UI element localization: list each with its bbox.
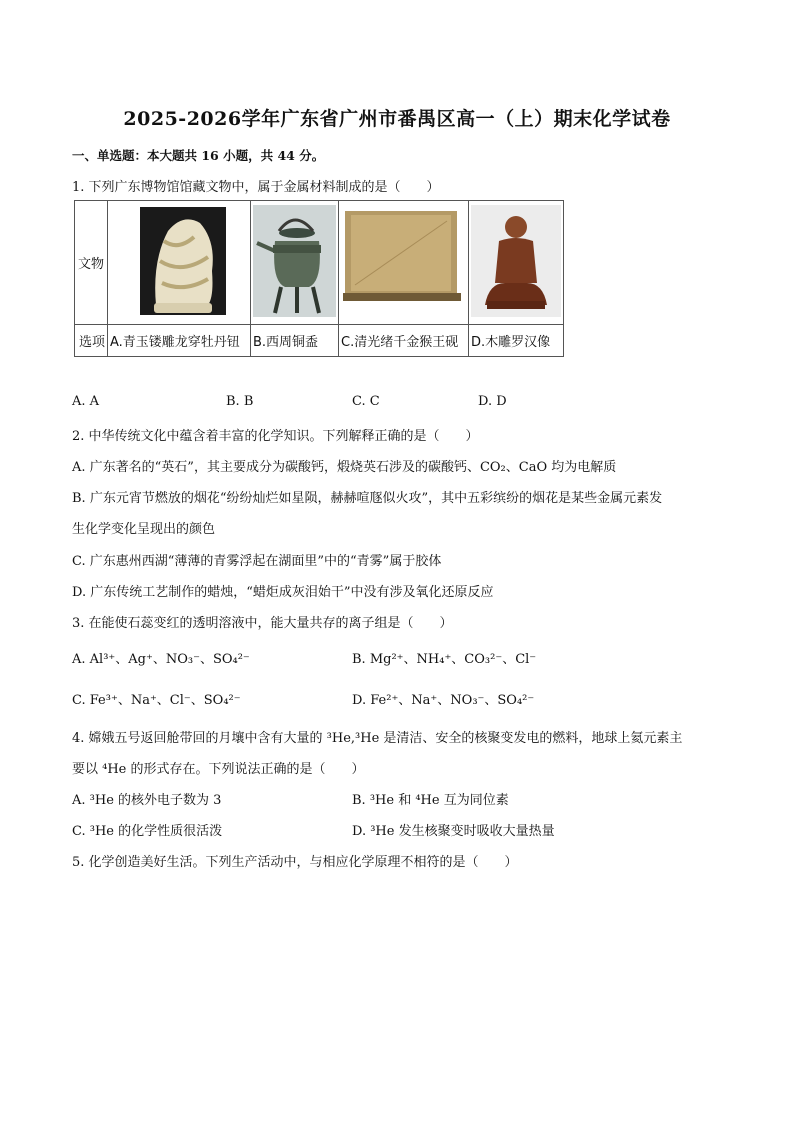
section-heading: 一、单选题：本大题共 16 小题，共 44 分。 xyxy=(72,148,325,163)
artifact-image-b xyxy=(251,201,339,325)
q1-option-c[interactable]: C. C xyxy=(352,394,380,409)
wooden-arhat-icon xyxy=(469,201,563,320)
q4-stem-line1: 4. 嫦娥五号返回舱带回的月壤中含有大量的 ³He,³He 是清洁、安全的核聚变发电的燃料，地球上氦元素主 xyxy=(72,731,683,746)
q1-option-d[interactable]: D. D xyxy=(478,394,507,409)
artifact-image-c xyxy=(339,201,469,325)
bronze-vessel-icon xyxy=(251,201,338,320)
q4-option-b[interactable]: B. ³He 和 ⁴He 互为同位素 xyxy=(352,793,509,808)
row-label-artifact: 文物 xyxy=(75,201,108,325)
q4-option-a[interactable]: A. ³He 的核外电子数为 3 xyxy=(72,793,222,808)
q4-option-c[interactable]: C. ³He 的化学性质很活泼 xyxy=(72,824,223,839)
q2-stem: 2. 中华传统文化中蕴含着丰富的化学知识。下列解释正确的是（ ） xyxy=(72,429,479,444)
artifact-caption-c: C.清光绪千金猴王砚 xyxy=(339,325,469,357)
q2-option-b-line1[interactable]: B. 广东元宵节燃放的烟花“纷纷灿烂如星陨，赫赫喧豗似火攻”，其中五彩缤纷的烟花是某些金属元素发 xyxy=(72,491,663,506)
q5-stem: 5. 化学创造美好生活。下列生产活动中，与相应化学原理不相符的是（ ） xyxy=(72,855,518,870)
q4-stem-line2: 要以 ⁴He 的形式存在。下列说法正确的是（ ） xyxy=(72,762,365,777)
q3-option-c[interactable]: C. Fe³⁺、Na⁺、Cl⁻、SO₄²⁻ xyxy=(72,693,241,708)
q4-option-d[interactable]: D. ³He 发生核聚变时吸收大量热量 xyxy=(352,824,555,839)
q2-option-a[interactable]: A. 广东著名的“英石”，其主要成分为碳酸钙，煅烧英石涉及的碳酸钙、CO₂、CaO 均为电解质 xyxy=(72,460,617,475)
artifact-image-d xyxy=(469,201,564,325)
q2-option-c[interactable]: C. 广东惠州西湖“薄薄的青雾浮起在湖面里”中的“青雾”属于胶体 xyxy=(72,554,442,569)
q3-stem: 3. 在能使石蕊变红的透明溶液中，能大量共存的离子组是（ ） xyxy=(72,616,453,631)
exam-title: 2025-2026学年广东省广州市番禺区高一（上）期末化学试卷 xyxy=(123,108,671,130)
q2-option-d[interactable]: D. 广东传统工艺制作的蜡烛，“蜡炬成灰泪始干”中没有涉及氧化还原反应 xyxy=(72,585,494,600)
q1-option-a[interactable]: A. A xyxy=(72,394,100,409)
artifact-caption-b: B.西周铜盉 xyxy=(251,325,339,357)
artifact-caption-d: D.木雕罗汉像 xyxy=(469,325,564,357)
q3-option-b[interactable]: B. Mg²⁺、NH₄⁺、CO₃²⁻、Cl⁻ xyxy=(352,652,537,667)
q1-artifact-table xyxy=(74,200,564,357)
q2-option-b-line2: 生化学变化呈现出的颜色 xyxy=(72,522,216,537)
artifact-caption-a: A.青玉镂雕龙穿牡丹钮 xyxy=(108,325,251,357)
artifact-image-a xyxy=(108,201,251,325)
row-label-option: 选项 xyxy=(75,325,108,357)
inkstone-icon xyxy=(339,201,468,320)
q1-stem: 1. 下列广东博物馆馆藏文物中，属于金属材料制成的是（ ） xyxy=(72,180,440,195)
q3-option-d[interactable]: D. Fe²⁺、Na⁺、NO₃⁻、SO₄²⁻ xyxy=(352,693,535,708)
jade-carving-icon xyxy=(108,201,250,320)
q3-option-a[interactable]: A. Al³⁺、Ag⁺、NO₃⁻、SO₄²⁻ xyxy=(72,652,250,667)
q1-option-b[interactable]: B. B xyxy=(226,394,254,409)
